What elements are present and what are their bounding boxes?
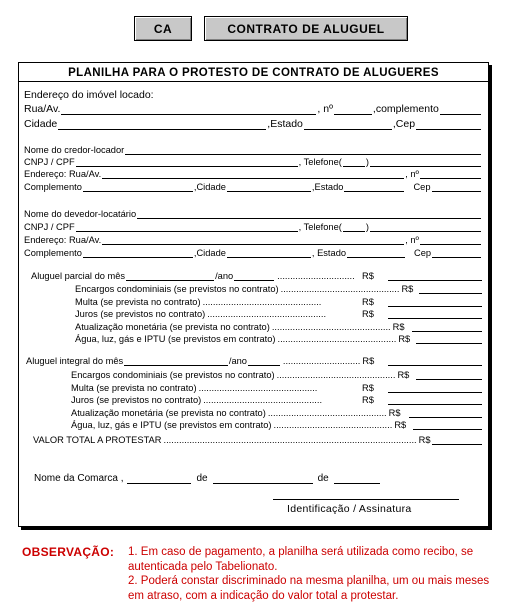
- parcial-item-label: Multa (se prevista no contrato): [75, 296, 201, 307]
- integral-item-dots: ..............................................: [276, 370, 396, 380]
- parcial-ano-label: /ano: [215, 271, 234, 281]
- integral-item-label: Juros (se previstos no contrato): [71, 395, 202, 405]
- total-value-field[interactable]: [432, 435, 482, 445]
- parcial-item-dots: ..............................................: [277, 334, 397, 344]
- credor-nome-field[interactable]: [125, 145, 481, 155]
- integral-item-rs-label: R$: [394, 420, 407, 430]
- form-title: PLANILHA PARA O PROTESTO DE CONTRATO DE ALUGUERES: [68, 67, 439, 79]
- devedor-complemento-label: Complemento: [24, 248, 82, 258]
- parcial-value-field[interactable]: [388, 271, 482, 281]
- credor-telefone-field[interactable]: [370, 157, 481, 167]
- integral-item-value-field[interactable]: [416, 370, 482, 380]
- parcial-item-label: Água, luz, gás e IPTU (se previstos em contrato): [75, 334, 276, 344]
- devedor-cnpj-label: CNPJ / CPF: [24, 222, 75, 232]
- credor-endereco-label: Endereço: Rua/Av.: [24, 169, 102, 179]
- parcial-item-label: Juros (se previstos no contrato): [75, 309, 206, 319]
- parcial-item-row: [75, 297, 482, 307]
- devedor-telefone-field[interactable]: [370, 222, 481, 232]
- parcial-item-rs-label: R$: [398, 334, 411, 344]
- devedor-endereco-row: [24, 235, 482, 245]
- imovel-cidade-field[interactable]: [58, 120, 266, 130]
- parcial-item-value-field[interactable]: [416, 334, 482, 344]
- parcial-item-row: [75, 334, 482, 344]
- integral-item-value-field[interactable]: [413, 420, 482, 430]
- integral-item-row: [71, 408, 482, 418]
- integral-item-row: [71, 395, 482, 405]
- parcial-item-row: [75, 284, 482, 294]
- credor-ddd-field[interactable]: [343, 157, 365, 167]
- devedor-nome-label: Nome do devedor-locatário: [24, 209, 137, 219]
- integral-mes-field[interactable]: [124, 356, 228, 366]
- integral-ano-field[interactable]: [248, 356, 280, 366]
- devedor-cep-label: Cep: [414, 248, 432, 258]
- devedor-cep-field[interactable]: [432, 248, 481, 258]
- devedor-nome-row: [24, 209, 482, 219]
- credor-cep-field[interactable]: [432, 182, 481, 192]
- imovel-cep-field[interactable]: [416, 120, 481, 130]
- devedor-ddd-field[interactable]: [343, 222, 365, 232]
- imovel-cep-label: ,Cep: [392, 118, 416, 130]
- credor-cnpj-field[interactable]: [76, 157, 298, 167]
- integral-row: [26, 356, 482, 366]
- integral-item-label: Multa (se prevista no contrato): [71, 382, 197, 393]
- integral-ano-label: /ano: [228, 356, 247, 366]
- imovel-city-row: [24, 118, 482, 130]
- credor-cidade-label: ,Cidade: [193, 182, 226, 192]
- integral-label: Aluguel integral do mês: [26, 356, 124, 366]
- credor-telefone-label: , Telefone(: [298, 157, 342, 167]
- imovel-rua-field[interactable]: [61, 105, 316, 115]
- integral-item-rs-label: R$: [397, 370, 410, 380]
- total-row: [33, 435, 482, 445]
- integral-item-row: [71, 383, 482, 393]
- devedor-numero-field[interactable]: [420, 235, 481, 245]
- credor-cidade-field[interactable]: [227, 182, 311, 192]
- observacao-text: [128, 545, 508, 603]
- integral-item-row: [71, 420, 482, 430]
- devedor-complemento-field[interactable]: [83, 248, 193, 258]
- parcial-item-value-field[interactable]: [412, 322, 482, 332]
- parcial-item-value-field[interactable]: [419, 284, 482, 294]
- comarca-de1-label: de: [196, 473, 208, 484]
- integral-item-dots: ..............................................: [198, 382, 318, 393]
- parcial-item-rs-label: R$: [401, 284, 414, 294]
- devedor-cnpj-row: [24, 222, 482, 232]
- parcial-item-rs-label: R$: [392, 321, 405, 332]
- total-dots: ..................................................................................................: [163, 435, 417, 445]
- comarca-row: [34, 473, 381, 484]
- comarca-ano-field[interactable]: [334, 474, 380, 484]
- integral-item-value-field[interactable]: [388, 395, 482, 405]
- parcial-item-value-field[interactable]: [388, 297, 482, 307]
- imovel-complemento-field[interactable]: [440, 105, 481, 115]
- credor-cnpj-label: CNPJ / CPF: [24, 157, 75, 167]
- integral-item-row: [71, 370, 482, 380]
- devedor-estado-label: , Estado: [311, 248, 347, 258]
- parcial-item-row: [75, 322, 482, 332]
- ca-button[interactable]: CA: [134, 16, 192, 41]
- credor-numero-field[interactable]: [420, 169, 481, 179]
- credor-cnpj-row: [24, 157, 482, 167]
- total-label: VALOR TOTAL A PROTESTAR: [33, 435, 162, 445]
- parcial-ano-field[interactable]: [234, 271, 274, 281]
- credor-numero-label: , nº: [405, 169, 419, 179]
- integral-item-rs-label: R$: [388, 407, 401, 418]
- credor-complemento-label: Complemento: [24, 182, 82, 192]
- parcial-item-label: Atualização monetária (se prevista no contrato): [75, 321, 270, 332]
- credor-complemento-row: [24, 182, 482, 192]
- signature-line[interactable]: [273, 499, 459, 500]
- integral-rs-label: R$: [362, 356, 375, 366]
- comarca-mes-field[interactable]: [213, 474, 313, 484]
- observacao-line-1: 1. Em caso de pagamento, a planilha será utilizada como recibo, se autenticada pelo Tabelionato.: [128, 546, 474, 573]
- parcial-mes-field[interactable]: [126, 271, 214, 281]
- parcial-item-rs-label: R$: [362, 296, 374, 307]
- parcial-item-dots: ..............................................: [207, 309, 327, 319]
- parcial-item-label: Encargos condominiais (se previstos no contrato): [75, 284, 279, 294]
- devedor-estado-field[interactable]: [347, 248, 405, 258]
- integral-item-dots: ..............................................: [203, 395, 323, 405]
- devedor-telefone-close: ): [365, 222, 369, 232]
- imovel-complemento-label: ,complemento: [372, 103, 439, 115]
- credor-endereco-field[interactable]: [102, 169, 404, 179]
- integral-item-dots: ..............................................: [273, 420, 393, 430]
- imovel-numero-label: , nº: [317, 103, 333, 115]
- parcial-rs-label: R$: [362, 271, 374, 281]
- parcial-item-value-field[interactable]: [388, 309, 482, 319]
- devedor-endereco-field[interactable]: [102, 235, 404, 245]
- observacao-label: OBSERVAÇÃO:: [22, 545, 115, 559]
- devedor-cidade-label: ,Cidade: [193, 248, 226, 258]
- parcial-item-dots: ..............................................: [280, 284, 400, 294]
- imovel-rua-label: Rua/Av.: [24, 103, 61, 115]
- parcial-label: Aluguel parcial do mês: [31, 271, 126, 281]
- imovel-address-row: [24, 103, 482, 115]
- protest-form-sheet: [18, 62, 489, 527]
- credor-endereco-row: [24, 169, 482, 179]
- devedor-nome-field[interactable]: [137, 209, 481, 219]
- total-rs-label: R$: [418, 435, 431, 445]
- observacao-line-2: 2. Poderá constar discriminado na mesma planilha, um ou mais meses em atraso, com a indicação do valor total a protestar.: [128, 575, 490, 602]
- devedor-endereco-label: Endereço: Rua/Av.: [24, 235, 102, 245]
- title-divider: [19, 81, 488, 82]
- integral-item-label: Atualização monetária (se prevista no contrato): [71, 407, 266, 418]
- contrato-aluguel-button[interactable]: CONTRATO DE ALUGUEL: [204, 16, 408, 41]
- integral-item-value-field[interactable]: [409, 408, 482, 418]
- parcial-item-dots: ..............................................: [271, 321, 391, 332]
- parcial-item-dots: ..............................................: [202, 296, 322, 307]
- integral-value-field[interactable]: [388, 356, 482, 366]
- integral-item-value-field[interactable]: [388, 383, 482, 393]
- credor-estado-label: ,Estado: [311, 182, 344, 192]
- integral-item-rs-label: R$: [362, 395, 374, 405]
- imovel-heading: Endereço do imóvel locado:: [24, 89, 154, 101]
- devedor-complemento-row: [24, 248, 482, 258]
- imovel-cidade-label: Cidade: [24, 118, 58, 130]
- devedor-cnpj-field[interactable]: [76, 222, 298, 232]
- integral-item-label: Encargos condominiais (se previstos no contrato): [71, 370, 275, 380]
- parcial-dots: ..............................: [277, 271, 355, 281]
- devedor-telefone-label: , Telefone(: [298, 222, 342, 232]
- parcial-item-rs-label: R$: [362, 309, 374, 319]
- comarca-de2-label: de: [317, 473, 329, 484]
- integral-item-rs-label: R$: [362, 382, 374, 393]
- imovel-heading-row: [24, 89, 482, 101]
- credor-estado-field[interactable]: [344, 182, 404, 192]
- parcial-row: [31, 271, 482, 281]
- integral-item-dots: ..............................................: [267, 407, 387, 418]
- integral-item-label: Água, luz, gás e IPTU (se previstos em contrato): [71, 420, 272, 430]
- credor-nome-row: [24, 145, 482, 155]
- signature-label: Identificação / Assinatura: [287, 503, 412, 515]
- imovel-estado-field[interactable]: [304, 120, 392, 130]
- credor-telefone-close: ): [365, 157, 369, 167]
- credor-complemento-field[interactable]: [83, 182, 193, 192]
- credor-nome-label: Nome do credor-locador: [24, 145, 125, 155]
- comarca-field[interactable]: [127, 474, 191, 484]
- parcial-item-row: [75, 309, 482, 319]
- credor-cep-label: Cep: [413, 182, 431, 192]
- integral-dots: ..............................: [282, 356, 361, 366]
- comarca-label: Nome da Comarca ,: [34, 473, 124, 484]
- imovel-estado-label: ,Estado: [267, 118, 303, 130]
- devedor-numero-label: , nº: [405, 235, 419, 245]
- imovel-numero-field[interactable]: [334, 105, 372, 115]
- devedor-cidade-field[interactable]: [227, 248, 311, 258]
